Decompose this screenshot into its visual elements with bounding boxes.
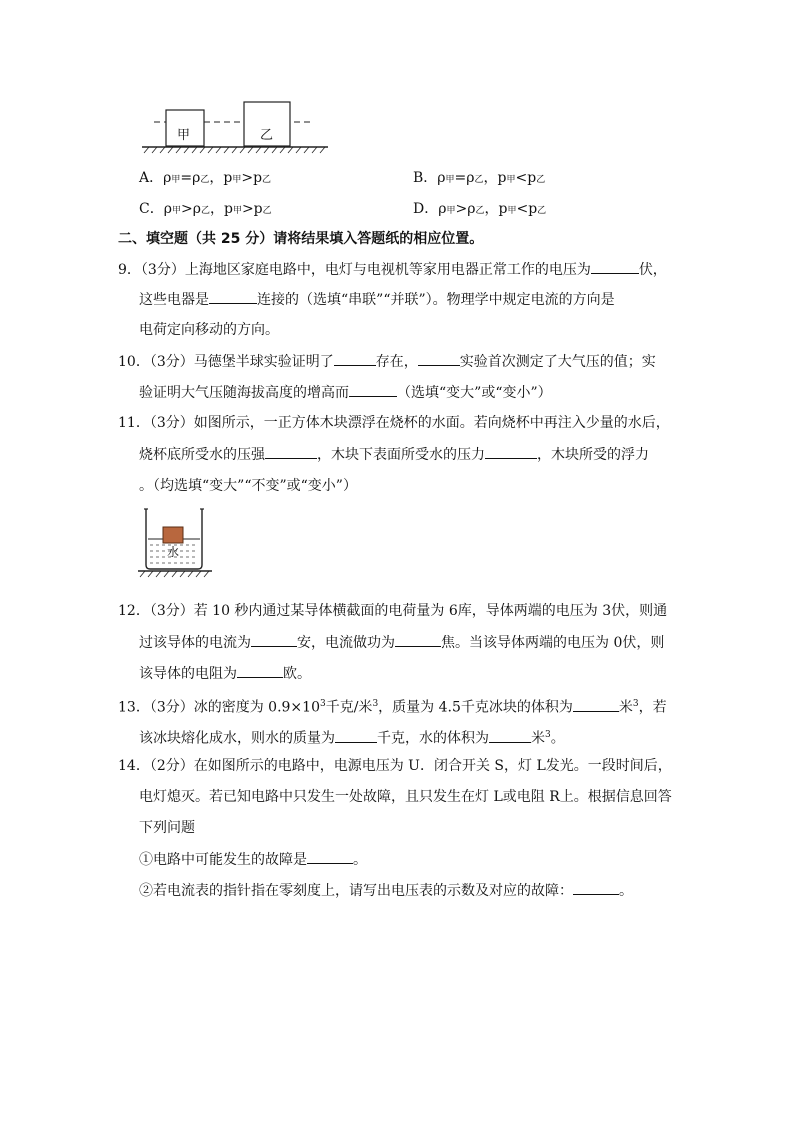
q9-line2: 这些电器是 连接的（选填“串联”“并联”）。物理学中规定电流的方向是	[139, 289, 615, 310]
q11-line2: 烧杯底所受水的压强 ，木块下表面所受水的压力 ，木块所受的浮力	[139, 444, 649, 465]
option-b[interactable]: B．ρ甲=ρ乙，p甲<p乙	[413, 170, 546, 186]
q9-line3: 电荷定向移动的方向。	[139, 322, 279, 338]
q12-line1: 12．（3分）若 10 秒内通过某导体横截面的电荷量为 6库，导体两端的电压为 3伏，则通	[118, 603, 668, 619]
q9-blank1[interactable]	[591, 259, 639, 274]
q10-blank1[interactable]	[334, 351, 376, 366]
q13-blank1[interactable]	[573, 697, 619, 712]
water-label: 水	[167, 545, 180, 559]
option-c[interactable]: C．ρ甲>ρ乙，p甲>p乙	[139, 201, 272, 217]
q10-blank2[interactable]	[418, 351, 460, 366]
q12-line2: 过该导体的电流为 安，电流做功为 焦。当该导体两端的电压为 0伏，则	[139, 632, 664, 653]
q14-sub2: ②若电流表的指针指在零刻度上，请写出电压表的示数及对应的故障： 。	[139, 880, 633, 901]
q11-blank1[interactable]	[265, 444, 317, 459]
q9-blank2[interactable]	[209, 289, 257, 304]
q10-line1: 10．（3分）马德堡半球实验证明了 存在， 实验首次测定了大气压的值；实	[118, 351, 656, 372]
blocks-figure	[140, 100, 360, 158]
q11-blank2[interactable]	[485, 444, 537, 459]
q13-line1: 13．（3分）冰的密度为 $0.9\times 10^3$千克/米$^3$，质量为 4.5千克冰块的体积为 米$^3$，若	[118, 694, 667, 718]
block-jia-label: 甲	[177, 128, 191, 143]
q12-line3: 该导体的电阻为 欧。	[139, 663, 311, 684]
q11-line3: 。（均选填“变大”“不变”或“变小”）	[139, 478, 357, 494]
option-a[interactable]: A．ρ甲=ρ乙，p甲>p乙	[139, 170, 272, 186]
q13-blank3[interactable]	[489, 728, 531, 743]
q13-blank2[interactable]	[335, 728, 377, 743]
q10-line2: 验证明大气压随海拔高度的增高而 （选填“变大”或“变小”）	[139, 382, 552, 403]
wood-block	[163, 527, 183, 543]
q14-blank1[interactable]	[307, 849, 353, 864]
q14-sub1: ①电路中可能发生的故障是 。	[139, 849, 367, 870]
q14-blank2[interactable]	[573, 880, 619, 895]
q11-line1: 11．（3分）如图所示，一正方体木块漂浮在烧杯的水面。若向烧杯中再注入少量的水后，	[118, 415, 670, 431]
block-yi-label: 乙	[260, 128, 274, 143]
q10-blank3[interactable]	[349, 382, 397, 397]
q14-line3: 下列问题	[139, 820, 195, 836]
section-heading: 二、填空题（共 25 分）请将结果填入答题纸的相应位置。	[118, 231, 484, 247]
q9-line1: 9．（3分）上海地区家庭电路中，电灯与电视机等家用电器正常工作的电压为 伏，	[118, 259, 667, 280]
q12-blank1[interactable]	[251, 632, 297, 647]
q13-line2: 该冰块熔化成水，则水的质量为 千克，水的体积为 米$^3$。	[139, 725, 565, 749]
option-d[interactable]: D．ρ甲>ρ乙，p甲<p乙	[413, 201, 547, 217]
q14-line2: 电灯熄灭。若已知电路中只发生一处故障，且只发生在灯 L或电阻 R上。根据信息回答	[139, 789, 672, 805]
q12-blank3[interactable]	[237, 663, 283, 678]
q14-line1: 14．（2分）在如图所示的电路中，电源电压为 U．闭合开关 S，灯 L发光。一段时间后，	[118, 758, 672, 774]
q12-blank2[interactable]	[395, 632, 441, 647]
